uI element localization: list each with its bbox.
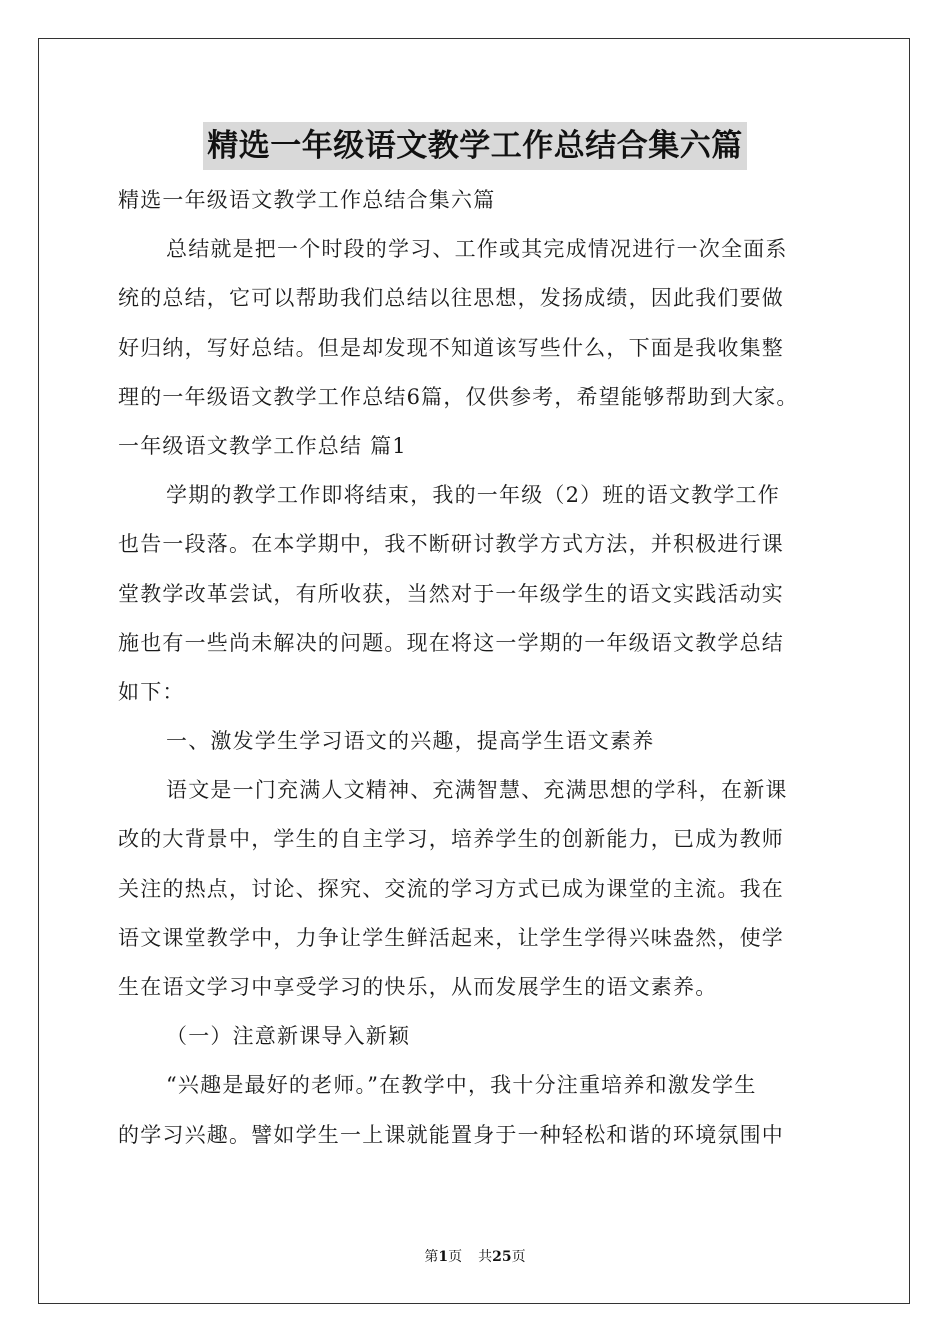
subtitle-line: 精选一年级语文教学工作总结合集六篇 (118, 188, 496, 212)
total-suffix: 页 (511, 1249, 526, 1265)
document-title: 精选一年级语文教学工作总结合集六篇 (203, 122, 747, 170)
paragraph-line: 语文课堂教学中，力争让学生鲜活起来，让学生学得兴味盎然，使学 (118, 925, 784, 950)
paragraph-line: 也告一段落。在本学期中，我不断研讨教学方式方法，并积极进行课 (118, 532, 784, 557)
page-number: 1 (438, 1249, 449, 1265)
document-body (118, 176, 834, 1160)
page-footer (0, 1246, 950, 1266)
paragraph-line: 语文是一门充满人文精神、充满智慧、充满思想的学科，在新课 (166, 778, 788, 803)
paragraph-line: 理的一年级语文教学工作总结6篇，仅供参考，希望能够帮助到大家。 (118, 384, 799, 409)
paragraph-line: 好归纳，写好总结。但是却发现不知道该写些什么，下面是我收集整 (118, 335, 784, 360)
paragraph-line: 施也有一些尚未解决的问题。现在将这一学期的一年级语文教学总结 (118, 630, 784, 655)
paragraph-line: 关注的热点，讨论、探究、交流的学习方式已成为课堂的主流。我在 (118, 876, 784, 901)
subsection-heading: （一）注意新课导入新颖 (166, 1024, 411, 1049)
paragraph-line: 改的大背景中，学生的自主学习，培养学生的创新能力，已成为教师 (118, 827, 784, 852)
paragraph-line: “兴趣是最好的老师。”在教学中，我十分注重培养和激发学生 (166, 1073, 757, 1098)
paragraph-line: 生在语文学习中享受学习的快乐，从而发展学生的语文素养。 (118, 975, 718, 999)
page-prefix: 第 (424, 1249, 439, 1265)
section-heading: 一年级语文教学工作总结 篇1 (118, 433, 407, 458)
title-container (0, 122, 950, 170)
total-pages: 25 (492, 1249, 512, 1265)
total-prefix: 共 (478, 1249, 493, 1265)
subsection-heading: 一、激发学生学习语文的兴趣，提高学生语文素养 (166, 729, 655, 754)
page-suffix: 页 (448, 1249, 463, 1265)
paragraph-line: 学期的教学工作即将结束，我的一年级（2）班的语文教学工作 (166, 483, 780, 508)
paragraph-line: 的学习兴趣。譬如学生一上课就能置身于一种轻松和谐的环境氛围中 (118, 1122, 784, 1147)
paragraph-line: 统的总结，它可以帮助我们总结以往思想，发扬成绩，因此我们要做 (118, 286, 784, 311)
paragraph-line: 总结就是把一个时段的学习、工作或其完成情况进行一次全面系 (166, 237, 788, 262)
paragraph-line: 如下： (118, 679, 185, 704)
paragraph-line: 堂教学改革尝试，有所收获，当然对于一年级学生的语文实践活动实 (118, 581, 784, 606)
